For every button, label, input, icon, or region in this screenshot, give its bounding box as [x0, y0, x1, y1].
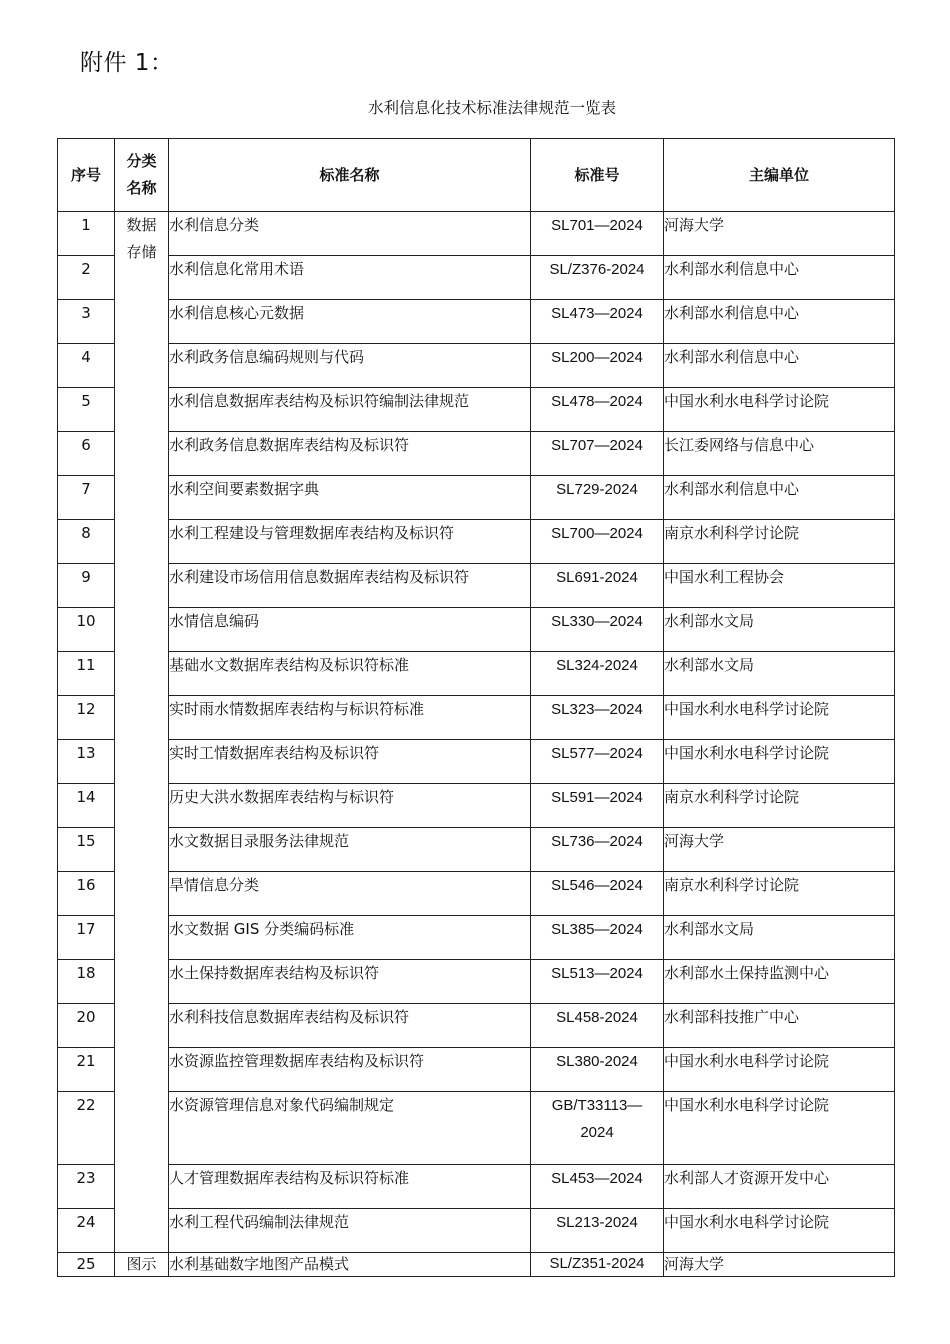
- row-name: 水利信息数据库表结构及标识符编制法律规范: [169, 388, 531, 432]
- row-seq: 20: [58, 1004, 115, 1048]
- standards-table: [57, 138, 895, 1277]
- table-row: [58, 872, 895, 916]
- row-code: SL701—2024: [531, 212, 664, 256]
- row-name: 旱情信息分类: [169, 872, 531, 916]
- table-row: [58, 652, 895, 696]
- row-code: SL700—2024: [531, 520, 664, 564]
- row-org: 中国水利水电科学讨论院: [664, 1092, 895, 1165]
- row-org: 河海大学: [664, 1253, 895, 1277]
- table-row: [58, 828, 895, 872]
- row-code: SL478—2024: [531, 388, 664, 432]
- row-seq: 25: [58, 1253, 115, 1277]
- table-row: [58, 300, 895, 344]
- table-row: [58, 784, 895, 828]
- row-code: SL380-2024: [531, 1048, 664, 1092]
- row-seq: 22: [58, 1092, 115, 1165]
- attachment-label: 附件 1：: [80, 50, 174, 76]
- row-code: SL546—2024: [531, 872, 664, 916]
- row-name: 水利政务信息数据库表结构及标识符: [169, 432, 531, 476]
- table-row: [58, 388, 895, 432]
- row-seq: 4: [58, 344, 115, 388]
- row-name: 水利基础数字地图产品模式: [169, 1253, 531, 1277]
- row-seq: 7: [58, 476, 115, 520]
- table-row: [58, 432, 895, 476]
- row-seq: 10: [58, 608, 115, 652]
- table-row: [58, 344, 895, 388]
- table-row: [58, 1209, 895, 1253]
- table-row: [58, 696, 895, 740]
- category-cell-data-storage: [115, 212, 169, 1253]
- row-name: 实时工情数据库表结构及标识符: [169, 740, 531, 784]
- row-org: 中国水利水电科学讨论院: [664, 1209, 895, 1253]
- row-code: SL707—2024: [531, 432, 664, 476]
- row-seq: 2: [58, 256, 115, 300]
- row-seq: 24: [58, 1209, 115, 1253]
- row-code: SL729-2024: [531, 476, 664, 520]
- header-seq: 序号: [58, 139, 115, 212]
- row-code-line2: 2024: [580, 1124, 614, 1141]
- row-code: SL330—2024: [531, 608, 664, 652]
- row-org: 中国水利水电科学讨论院: [664, 388, 895, 432]
- row-name: 实时雨水情数据库表结构与标识符标准: [169, 696, 531, 740]
- table-row: [58, 256, 895, 300]
- row-seq: 1: [58, 212, 115, 256]
- row-name: 水利信息化常用术语: [169, 256, 531, 300]
- row-org: 长江委网络与信息中心: [664, 432, 895, 476]
- row-org: 水利部水利信息中心: [664, 256, 895, 300]
- table-row: [58, 608, 895, 652]
- header-category-line2: 名称: [126, 179, 157, 197]
- row-org: 水利部水土保持监测中心: [664, 960, 895, 1004]
- row-name: 水利建设市场信用信息数据库表结构及标识符: [169, 564, 531, 608]
- row-seq: 16: [58, 872, 115, 916]
- row-org: 中国水利工程协会: [664, 564, 895, 608]
- row-code: SL591—2024: [531, 784, 664, 828]
- row-seq: 8: [58, 520, 115, 564]
- table-row: [58, 916, 895, 960]
- row-seq: 18: [58, 960, 115, 1004]
- table-row: [58, 1253, 895, 1277]
- row-name: 水利工程代码编制法律规范: [169, 1209, 531, 1253]
- row-name: 水文数据 GIS 分类编码标准: [169, 916, 531, 960]
- row-org: 水利部水利信息中心: [664, 300, 895, 344]
- row-org: 南京水利科学讨论院: [664, 872, 895, 916]
- row-code: SL458-2024: [531, 1004, 664, 1048]
- row-seq: 5: [58, 388, 115, 432]
- row-code: SL324-2024: [531, 652, 664, 696]
- row-seq: 3: [58, 300, 115, 344]
- row-name: 水利信息分类: [169, 212, 531, 256]
- row-seq: 17: [58, 916, 115, 960]
- row-seq: 12: [58, 696, 115, 740]
- row-seq: 6: [58, 432, 115, 476]
- row-org: 河海大学: [664, 212, 895, 256]
- document-title: 水利信息化技术标准法律规范一览表: [367, 99, 616, 117]
- row-name: 历史大洪水数据库表结构与标识符: [169, 784, 531, 828]
- row-org: 中国水利水电科学讨论院: [664, 1048, 895, 1092]
- table-header-row: [58, 139, 895, 212]
- row-code: SL/Z351-2024: [531, 1253, 664, 1277]
- row-code: SL200—2024: [531, 344, 664, 388]
- row-org: 中国水利水电科学讨论院: [664, 696, 895, 740]
- row-code: SL213-2024: [531, 1209, 664, 1253]
- row-code: SL453—2024: [531, 1165, 664, 1209]
- row-seq: 14: [58, 784, 115, 828]
- row-seq: 9: [58, 564, 115, 608]
- table-row: [58, 520, 895, 564]
- row-org: 水利部水文局: [664, 916, 895, 960]
- row-code: SL323—2024: [531, 696, 664, 740]
- header-org: 主编单位: [664, 139, 895, 212]
- row-code: SL736—2024: [531, 828, 664, 872]
- row-code: SL691-2024: [531, 564, 664, 608]
- row-name: 人才管理数据库表结构及标识符标准: [169, 1165, 531, 1209]
- table-row: [58, 960, 895, 1004]
- row-org: 中国水利水电科学讨论院: [664, 740, 895, 784]
- row-seq: 13: [58, 740, 115, 784]
- row-org: 水利部科技推广中心: [664, 1004, 895, 1048]
- category-line1: 数据: [126, 216, 157, 234]
- category-line2: 存储: [126, 243, 157, 261]
- row-code: SL473—2024: [531, 300, 664, 344]
- row-name: 水资源监控管理数据库表结构及标识符: [169, 1048, 531, 1092]
- row-name: 水利科技信息数据库表结构及标识符: [169, 1004, 531, 1048]
- row-name: 水利政务信息编码规则与代码: [169, 344, 531, 388]
- row-org: 水利部水文局: [664, 608, 895, 652]
- row-name: 水文数据目录服务法律规范: [169, 828, 531, 872]
- table-row: [58, 1048, 895, 1092]
- row-seq: 15: [58, 828, 115, 872]
- row-name: 水情信息编码: [169, 608, 531, 652]
- row-org: 水利部水利信息中心: [664, 344, 895, 388]
- header-category-line1: 分类: [126, 152, 157, 170]
- table-row: [58, 1165, 895, 1209]
- row-code: SL577—2024: [531, 740, 664, 784]
- row-org: 南京水利科学讨论院: [664, 784, 895, 828]
- row-name: 基础水文数据库表结构及标识符标准: [169, 652, 531, 696]
- row-code: [531, 1092, 664, 1165]
- row-org: 河海大学: [664, 828, 895, 872]
- row-name: 水利空间要素数据字典: [169, 476, 531, 520]
- table-row: [58, 740, 895, 784]
- header-code: 标准号: [531, 139, 664, 212]
- row-org: 水利部水利信息中心: [664, 476, 895, 520]
- row-org: 南京水利科学讨论院: [664, 520, 895, 564]
- row-name: 水利信息核心元数据: [169, 300, 531, 344]
- row-seq: 21: [58, 1048, 115, 1092]
- row-name: 水利工程建设与管理数据库表结构及标识符: [169, 520, 531, 564]
- row-seq: 11: [58, 652, 115, 696]
- table-row: [58, 212, 895, 256]
- row-org: 水利部人才资源开发中心: [664, 1165, 895, 1209]
- category-cell-diagram: 图示: [115, 1253, 169, 1277]
- row-code: SL513—2024: [531, 960, 664, 1004]
- row-name: 水资源管理信息对象代码编制规定: [169, 1092, 531, 1165]
- table-row: [58, 476, 895, 520]
- row-code-line1: GB/T33113—: [551, 1097, 643, 1114]
- row-code: SL385—2024: [531, 916, 664, 960]
- table-row: [58, 1092, 895, 1165]
- header-category: [115, 139, 169, 212]
- row-org: 水利部水文局: [664, 652, 895, 696]
- row-name: 水土保持数据库表结构及标识符: [169, 960, 531, 1004]
- header-name: 标准名称: [169, 139, 531, 212]
- table-row: [58, 564, 895, 608]
- row-seq: 23: [58, 1165, 115, 1209]
- row-code: SL/Z376-2024: [531, 256, 664, 300]
- table-row: [58, 1004, 895, 1048]
